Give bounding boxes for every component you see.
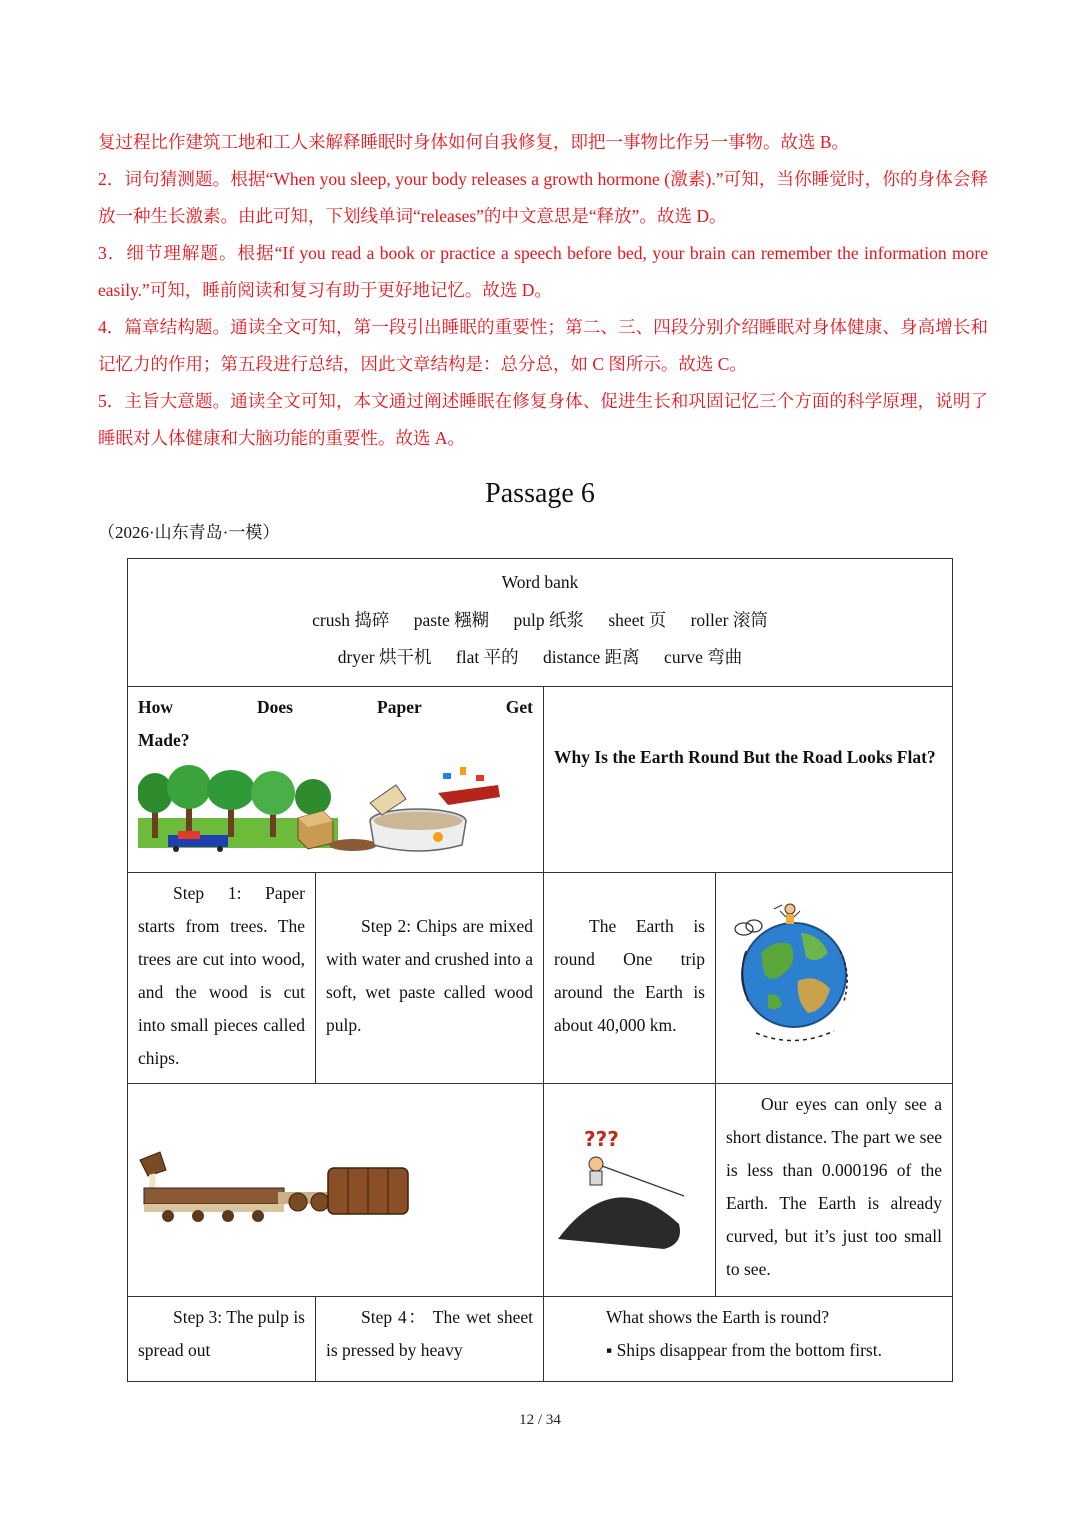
word-paste: paste 糨糊	[413, 609, 490, 630]
hill-cell	[544, 1084, 716, 1297]
earth-round-cell	[544, 873, 716, 1084]
trees-and-pulp-illustration	[138, 763, 500, 853]
word-flat: flat 平的	[455, 647, 519, 667]
eyes-text: Our eyes can only see a short distance. The part we see is less than 0.000196 of the Earth. The Earth is already curved, but it’s just too small to see.	[726, 1094, 942, 1279]
cloud-icon	[735, 920, 762, 935]
eyes-cell	[716, 1084, 952, 1297]
step-3-cell	[128, 1297, 316, 1381]
person-icon	[589, 1157, 603, 1185]
word-roller: roller 滚筒	[690, 609, 768, 630]
answer-4: 4．篇章结构题。通读全文可知，第一段引出睡眠的重要性；第二、三、四段分别介绍睡眠对身体健康、身高增长和记忆力的作用；第五段进行总结，因此文章结构是：总分总，如 C 图所示。故选 C。	[98, 317, 988, 374]
step-4-text: Step 4： The wet sheet is pressed by heavy	[326, 1307, 533, 1360]
earth-heading: Why Is the Earth Round But the Road Looks Flat?	[554, 747, 936, 767]
answer-1-tail: 复过程比作建筑工地和工人来解释睡眠时身体如何自我修复，即把一事物比作另一事物。故选 B。	[98, 132, 850, 152]
answer-5: 5．主旨大意题。通读全文可知，本文通过阐述睡眠在修复身体、促进生长和巩固记忆三个方面的科学原理，说明了睡眠对人体健康和大脑功能的重要性。故选 A。	[98, 391, 988, 448]
step-1-cell	[128, 873, 316, 1084]
paper-heading-cell: How Does Paper Get Made?	[128, 687, 544, 873]
word-dryer: dryer 烘干机	[337, 647, 432, 667]
paper-machine-cell	[128, 1084, 544, 1297]
bucket-icon	[140, 1152, 166, 1192]
answer-explanations	[98, 124, 988, 457]
word-bank-title: Word bank	[501, 572, 579, 592]
answer-2: 2．词句猜测题。根据“When you sleep, your body releases a growth hormone (激素).”可知，当你睡觉时，你的身体会释放一种生长激素。由此可知，下划线单词“releases”的中文意思是“释放”。故选 D。	[98, 169, 988, 226]
word-sheet: sheet 页	[608, 609, 667, 630]
earth-globe-icon	[742, 923, 846, 1027]
page-number: 12 / 34	[519, 1412, 561, 1428]
ships-bullet: ▪ Ships disappear from the bottom first.	[606, 1340, 882, 1360]
word-curve: curve 弯曲	[664, 647, 743, 667]
step-2-text: Step 2: Chips are mixed with water and crushed into a soft, wet paste called wood pulp.	[326, 916, 533, 1035]
earth-round-text: The Earth is round One trip around the Earth is about 40,000 km.	[554, 916, 705, 1035]
earth-heading-cell	[544, 687, 952, 873]
globe-illustration	[716, 873, 952, 1084]
round-question: What shows the Earth is round?	[606, 1307, 830, 1327]
word-pulp: pulp 纸浆	[513, 609, 584, 630]
passage-title: Passage 6	[485, 478, 595, 509]
word-crush: crush 捣碎	[312, 609, 390, 630]
step-2-cell	[316, 873, 544, 1084]
answer-3: 3．细节理解题。根据“If you read a book or practice a speech before bed, your brain can remember the information more easily.”可知，睡前阅读和复习有助于更好地记忆。故选 D。	[98, 243, 988, 300]
wood-block-icon	[298, 811, 333, 849]
paper-heading: How Does Paper Get	[138, 697, 533, 717]
step-4-cell	[316, 1297, 544, 1381]
worksheet-table	[127, 558, 953, 1382]
passage-source: （2026·山东青岛·一模）	[98, 523, 280, 542]
question-marks: ???	[584, 1127, 619, 1151]
globe-cell	[716, 873, 952, 1084]
step-1-text: Step 1: Paper starts from trees. The trees are cut into wood, and the wood is cut into small pieces called chips.	[138, 883, 305, 1068]
paper-machine-illustration	[128, 1084, 544, 1297]
word-bank-row-2	[128, 639, 952, 677]
ships-cell	[544, 1297, 952, 1381]
word-distance: distance 距离	[542, 647, 640, 667]
word-bank-row-1	[128, 602, 952, 640]
person-icon	[780, 904, 800, 924]
hill-observer-illustration	[544, 1084, 716, 1297]
word-bank	[128, 559, 952, 687]
step-3-text: Step 3: The pulp is spread out	[138, 1307, 305, 1360]
dryer-icon	[328, 1168, 408, 1214]
